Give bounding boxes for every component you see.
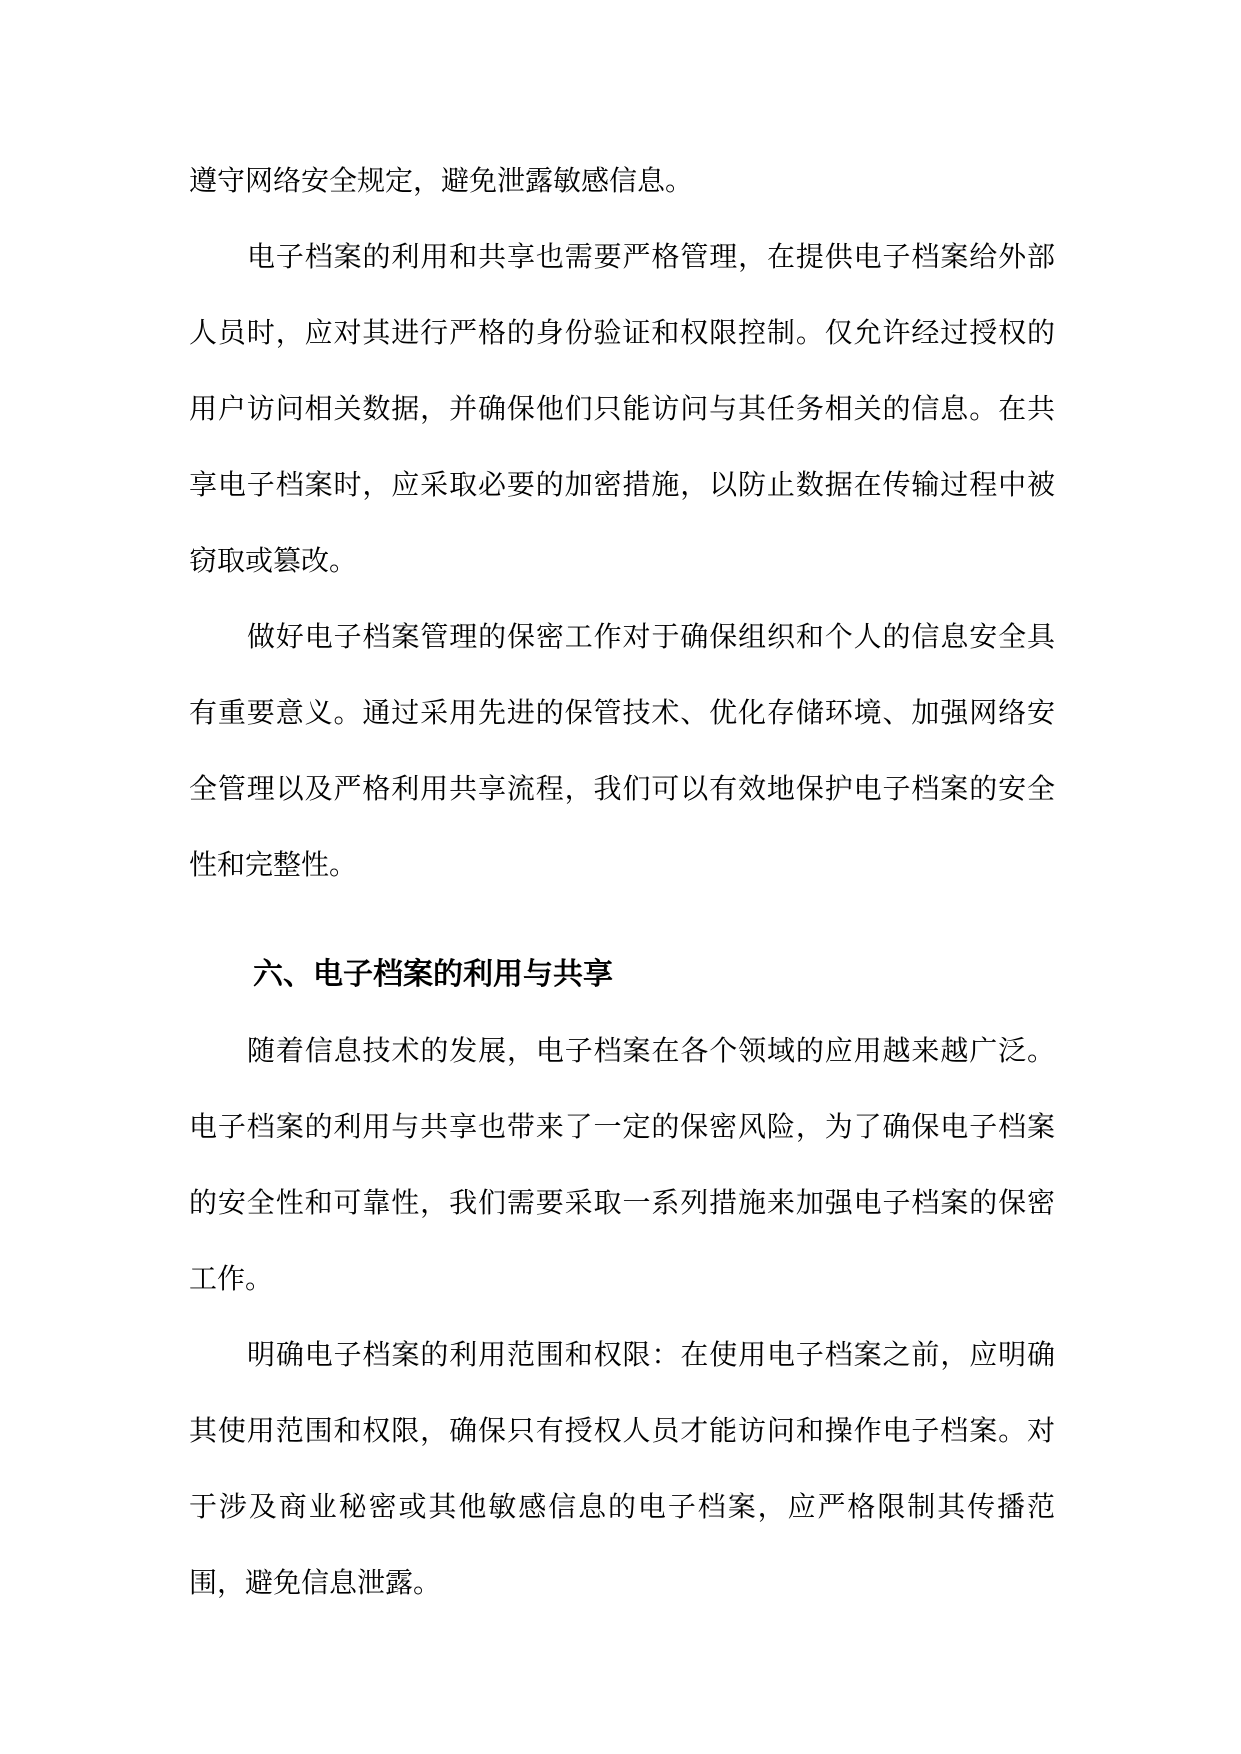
- paragraph-continuation: 遵守网络安全规定，避免泄露敏感信息。: [189, 164, 694, 197]
- section-heading: 六、电子档案的利用与共享: [253, 957, 613, 992]
- paragraph-sharing-management: 电子档案的利用和共享也需要严格管理，在提供电子档案给外部人员时，应对其进行严格的身份验证和权限控制。仅允许经过授权的用户访问相关数据，并确保他们只能访问与其任务相关的信息。在共享电子档案时，应采取必要的加密措施，以防止数据在传输过程中被窃取或篡改。: [189, 240, 1055, 577]
- paragraph-introduction: 随着信息技术的发展，电子档案在各个领域的应用越来越广泛。电子档案的利用与共享也带来了一定的保密风险，为了确保电子档案的安全性和可靠性，我们需要采取一系列措施来加强电子档案的保密工作。: [189, 1034, 1055, 1295]
- document-body: [189, 143, 1055, 1621]
- paragraph-scope-and-permissions: 明确电子档案的利用范围和权限：在使用电子档案之前，应明确其使用范围和权限，确保只有授权人员才能访问和操作电子档案。对于涉及商业秘密或其他敏感信息的电子档案，应严格限制其传播范围，避免信息泄露。: [189, 1338, 1055, 1599]
- section-spacer: [189, 903, 1055, 937]
- paragraph-confidentiality-summary: 做好电子档案管理的保密工作对于确保组织和个人的信息安全具有重要意义。通过采用先进的保管技术、优化存储环境、加强网络安全管理以及严格利用共享流程，我们可以有效地保护电子档案的安全性和完整性。: [189, 620, 1055, 881]
